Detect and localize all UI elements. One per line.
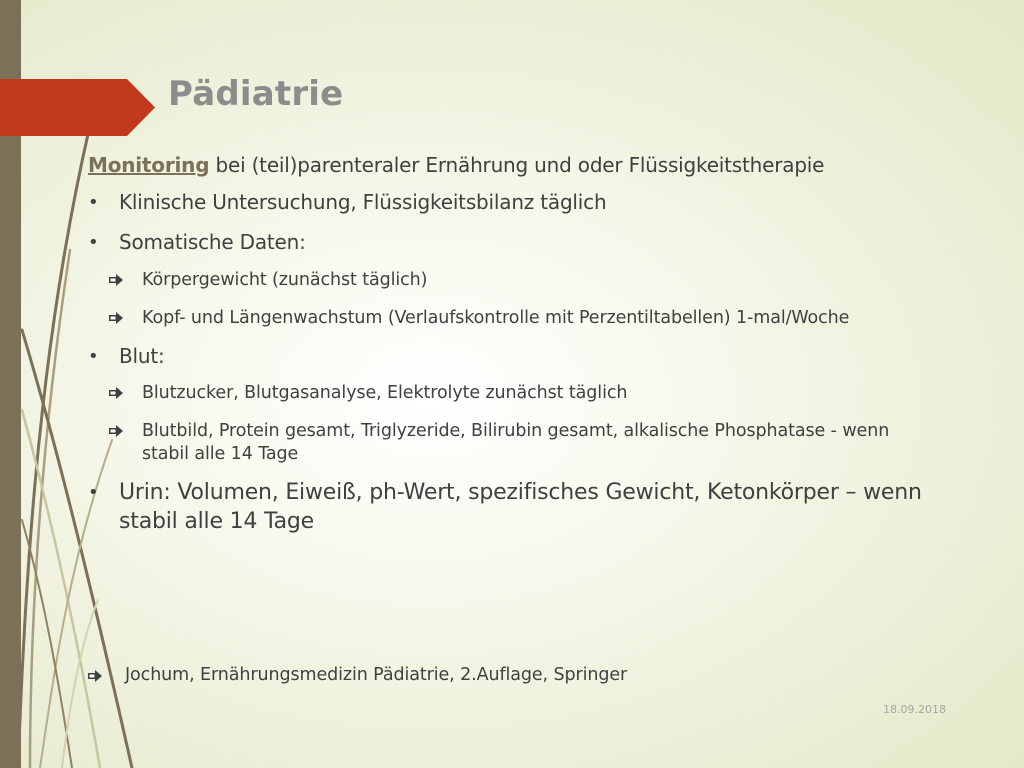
slide-title: Pädiatrie bbox=[168, 74, 344, 114]
arrow-right-icon bbox=[109, 425, 123, 437]
intro-text: bei (teil)parenteraler Ernährung und oder Flüssigkeitstherapie bbox=[209, 153, 825, 177]
list-item bbox=[88, 420, 902, 466]
list-item-text: Urin: Volumen, Eiweiß, ph-Wert, spezifisches Gewicht, Ketonkörper – wenn stabil alle 14 Tage bbox=[119, 480, 922, 534]
list-item-text: Kopf- und Längenwachstum (Verlaufskontrolle mit Perzentiltabellen) 1-mal/Woche bbox=[142, 308, 850, 328]
list-item bbox=[88, 478, 969, 536]
list-item bbox=[88, 343, 958, 370]
bullet-dot: • bbox=[88, 232, 99, 253]
bullet-dot: • bbox=[88, 482, 99, 503]
arrow-right-icon bbox=[109, 274, 123, 286]
arrow-right-icon bbox=[88, 670, 102, 682]
bullet-dot: • bbox=[88, 346, 99, 367]
list-item-text: Somatische Daten: bbox=[119, 230, 306, 254]
bullet-dot: • bbox=[88, 192, 99, 213]
list-item-text: Blutbild, Protein gesamt, Triglyzeride, Bilirubin gesamt, alkalische Phosphatase - wenn stabil alle 14 Tage bbox=[142, 421, 890, 464]
monitoring-link[interactable]: Monitoring bbox=[88, 153, 210, 177]
slide-date: 18.09.2018 bbox=[883, 703, 946, 716]
list-item-text: Blutzucker, Blutgasanalyse, Elektrolyte zunächst täglich bbox=[142, 383, 628, 403]
slide-content bbox=[88, 152, 958, 536]
list-item bbox=[88, 189, 958, 216]
list-item-text: Klinische Untersuchung, Flüssigkeitsbilanz täglich bbox=[119, 190, 607, 214]
arrow-right-icon bbox=[109, 387, 123, 399]
intro-paragraph bbox=[88, 152, 958, 179]
list-item bbox=[88, 269, 958, 292]
list-item-text: Körpergewicht (zunächst täglich) bbox=[142, 270, 428, 290]
list-item bbox=[88, 382, 958, 405]
title-arrow-shape bbox=[0, 79, 155, 136]
list-item-text: Blut: bbox=[119, 344, 165, 368]
arrow-right-icon bbox=[109, 312, 123, 324]
reference-line bbox=[88, 665, 627, 685]
reference-text: Jochum, Ernährungsmedizin Pädiatrie, 2.Auflage, Springer bbox=[125, 665, 628, 685]
list-item bbox=[88, 307, 942, 330]
list-item bbox=[88, 229, 958, 256]
